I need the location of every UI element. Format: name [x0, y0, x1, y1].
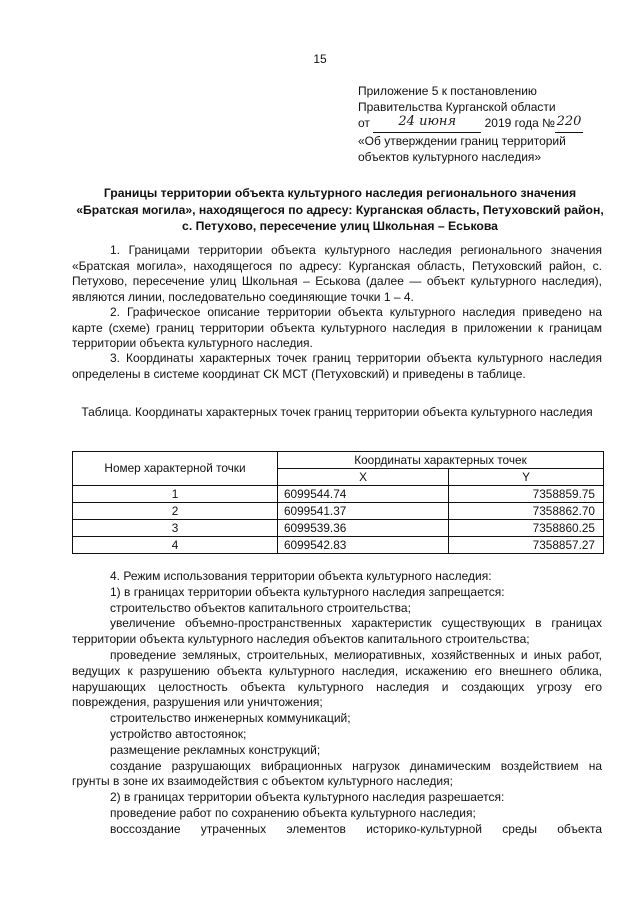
- header-point-number: Номер характерной точки: [73, 452, 278, 486]
- coord-x: 6099541.37: [278, 503, 449, 520]
- coord-x: 6099542.83: [278, 537, 449, 554]
- point-number: 3: [73, 520, 278, 537]
- table-header-row: [73, 452, 604, 469]
- regime-item: проведение земляных, строительных, мелиоративных, хозяйственных и иных работ, ведущих к разрушению объекта культурного наследия, искажению его внешнего облика, нарушающих целостность объекта культурного наследия и создающих угрозу его повреждения, разрушения или уничтожения;: [72, 647, 602, 710]
- appendix-line-4: «Об утверждении границ территорий: [358, 134, 566, 148]
- regime-item: строительство объектов капитального строительства;: [110, 600, 411, 615]
- table-row: [73, 503, 604, 520]
- appendix-header: [358, 83, 618, 165]
- regime-prohibited-heading: 1) в границах территории объекта культурного наследия запрещается:: [110, 584, 505, 599]
- coord-y: 7358857.27: [449, 537, 604, 554]
- point-number: 4: [73, 537, 278, 554]
- regime-item: проведение работ по сохранению объекта культурного наследия;: [110, 805, 476, 820]
- document-title: Границы территории объекта культурного наследия регионального значения «Братская могила», находящегося по адресу: Курганская область, Петуховский район, с. Петухово, пересечение улиц Школьная – Еськова: [76, 186, 604, 233]
- appendix-date-field: [373, 115, 481, 133]
- table-caption: Таблица. Координаты характерных точек границ территории объекта культурного наследия: [81, 405, 593, 419]
- point-number: 2: [73, 503, 278, 520]
- table-row: [73, 486, 604, 503]
- page-number: 15: [313, 52, 327, 66]
- regime-heading: 4. Режим использования территории объекта культурного наследия:: [110, 569, 492, 583]
- regime-item: размещение рекламных конструкций;: [110, 742, 321, 757]
- appendix-line-1: Приложение 5 к постановлению: [358, 84, 537, 98]
- regime-item: устройство автостоянок;: [110, 726, 247, 741]
- coord-y: 7358859.75: [449, 486, 604, 503]
- header-x: X: [278, 469, 449, 486]
- paragraph-2: 2. Графическое описание территории объекта культурного наследия приведено на карте (схеме) границ территории объекта культурного наследия в приложении к границам территории объекта культурного наследия.: [72, 305, 602, 350]
- coordinates-table: [72, 451, 604, 554]
- regime-permitted-heading: 2) в границах территории объекта культурного наследия разрешается:: [110, 790, 505, 805]
- handwritten-date: 24 июня: [398, 114, 457, 129]
- appendix-date-line: [358, 115, 618, 133]
- coord-x: 6099539.36: [278, 520, 449, 537]
- point-number: 1: [73, 486, 278, 503]
- coord-x: 6099544.74: [278, 486, 449, 503]
- regime-item: строительство инженерных коммуникаций;: [110, 711, 351, 726]
- regime-item: создание разрушающих вибрационных нагрузок динамическим воздействием на грунты в зоне их взаимодействия с объектом культурного наследия;: [72, 758, 602, 789]
- coord-y: 7358860.25: [449, 520, 604, 537]
- appendix-number-field: [555, 115, 583, 133]
- regime-item: увеличение объемно-пространственных характеристик существующих в границах территории объекта культурного наследия объектов капитального строительства;: [72, 616, 602, 647]
- handwritten-number: 220: [556, 114, 582, 129]
- table-row: [73, 537, 604, 554]
- appendix-from: от: [358, 116, 370, 130]
- paragraph-3: 3. Координаты характерных точек границ территории объекта культурного наследия определены в системе координат СК МСТ (Петуховский) и приведены в таблице.: [72, 351, 602, 381]
- table-row: [73, 520, 604, 537]
- coord-y: 7358862.70: [449, 503, 604, 520]
- appendix-year: 2019 года №: [484, 116, 556, 130]
- appendix-line-5: объектов культурного наследия»: [358, 150, 542, 164]
- appendix-line-2: Правительства Курганской области: [358, 100, 556, 114]
- regime-section: [72, 569, 602, 838]
- header-coordinates: Координаты характерных точек: [278, 452, 604, 469]
- header-y: Y: [449, 469, 604, 486]
- regime-item: воссоздание утраченных элементов историко-культурной среды объекта: [110, 821, 602, 836]
- paragraph-1: 1. Границами территории объекта культурного наследия регионального значения «Братская могила», находящегося по адресу: Курганская область, Петуховский район, с. Петухово, пересечение улиц Школьная – Еськова (далее — объект культурного наследия), являются линии, последовательно соединяющие точки 1 – 4.: [72, 243, 602, 304]
